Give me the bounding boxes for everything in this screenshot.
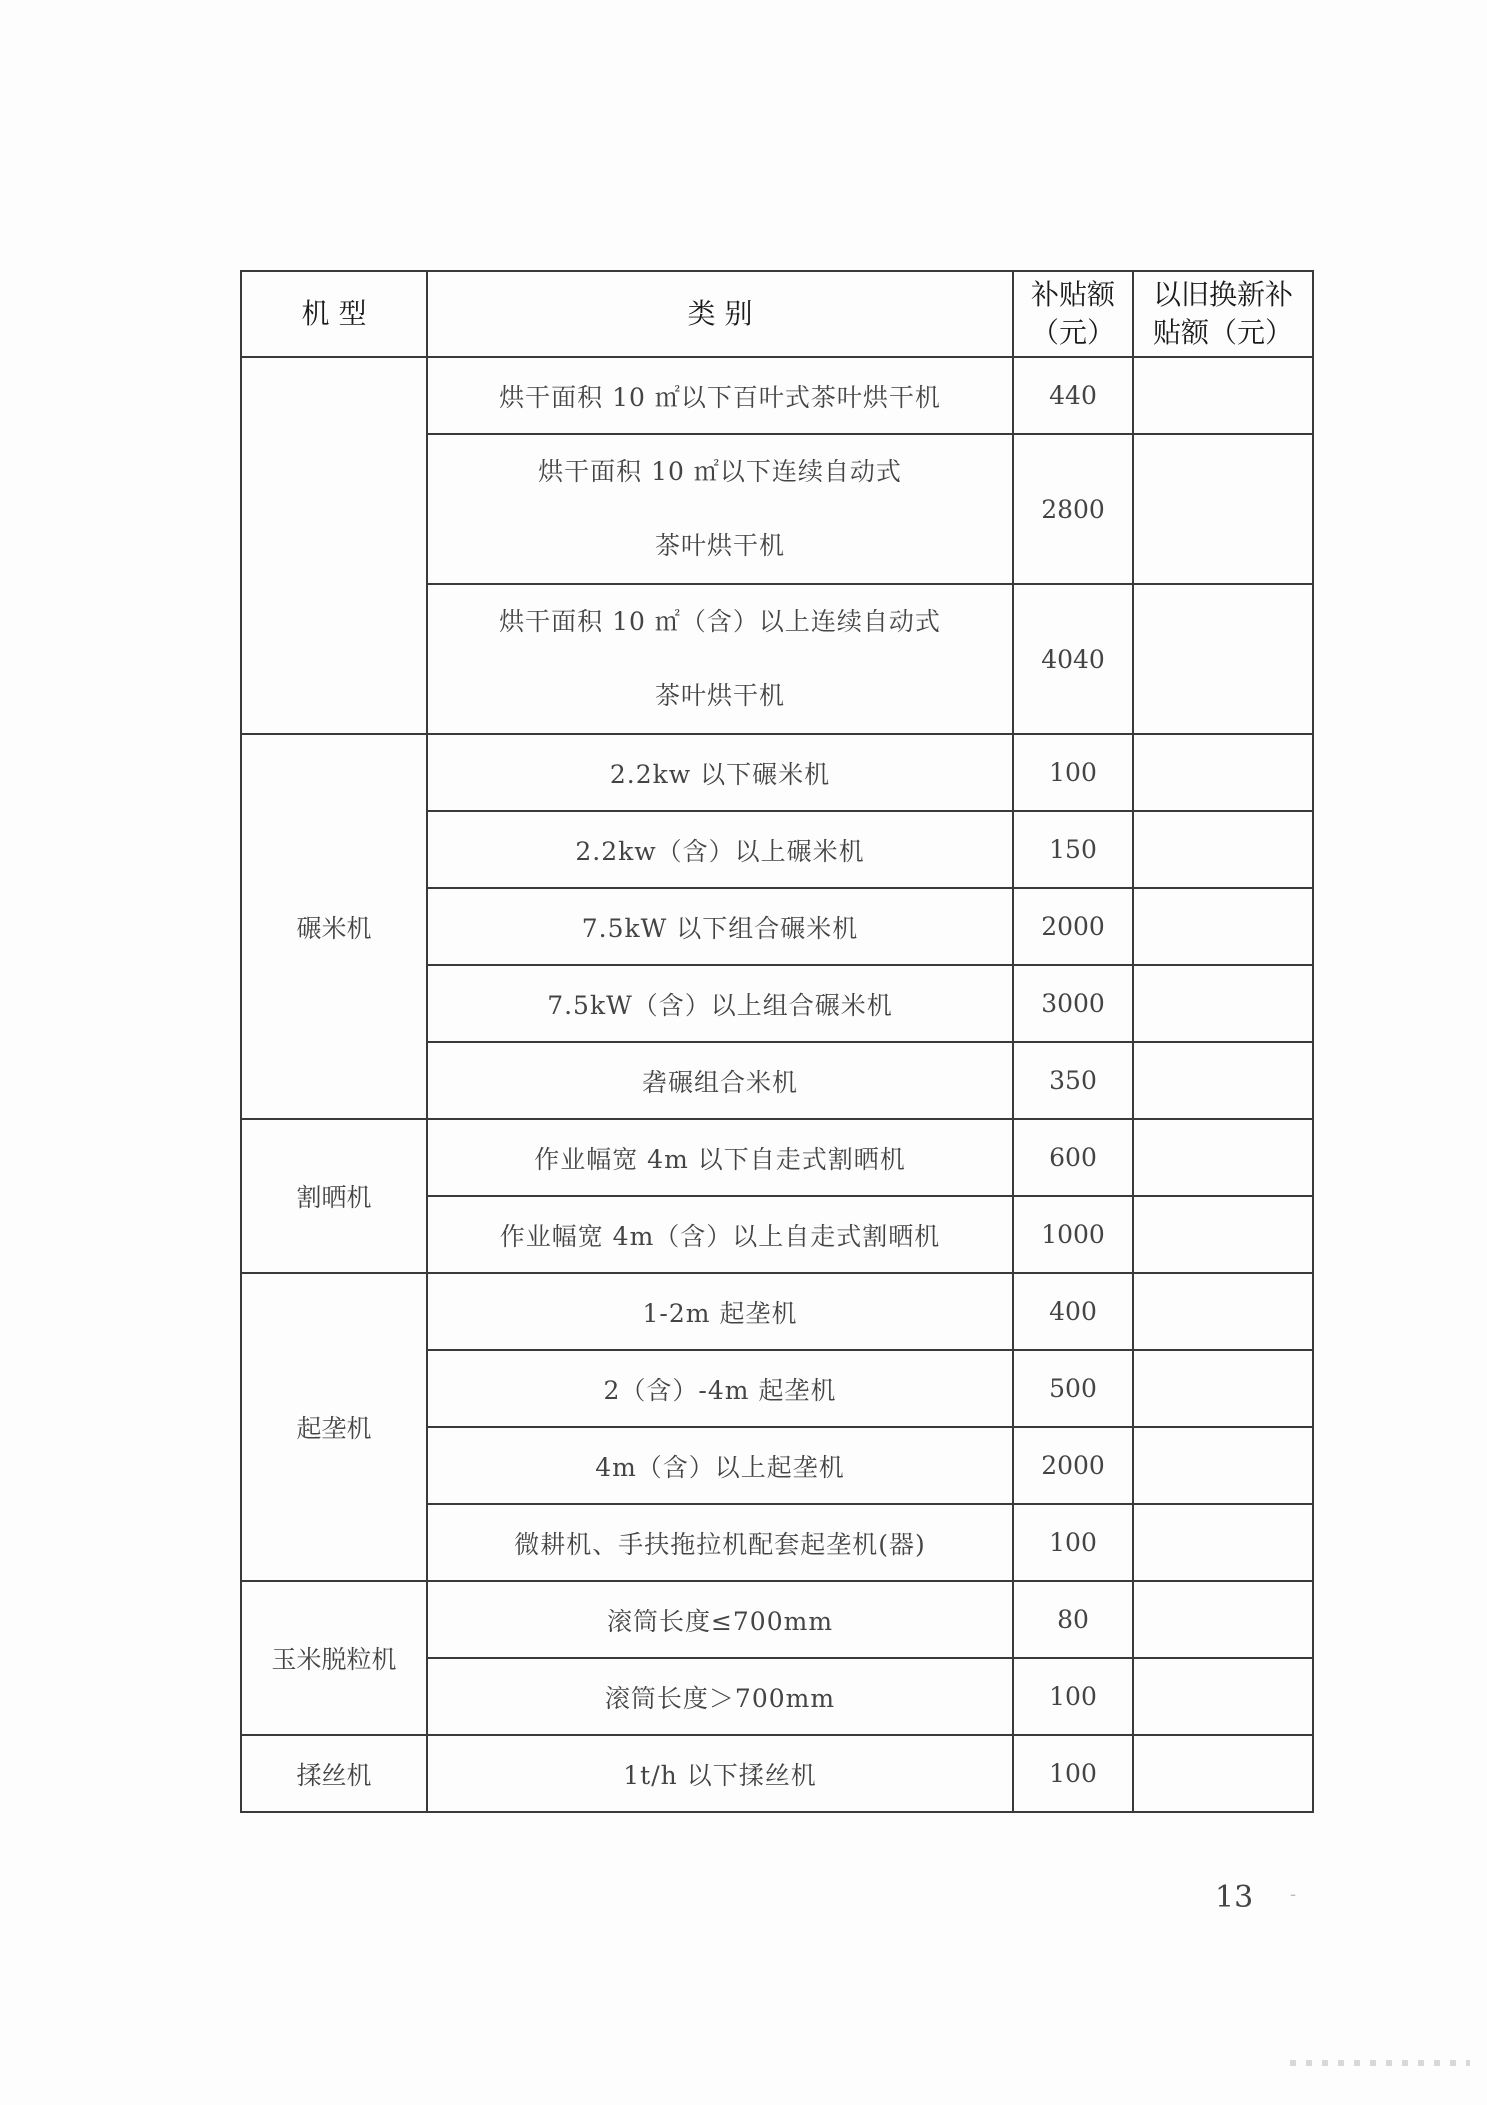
table-row: [241, 1119, 1313, 1196]
trade-in-cell: [1133, 1581, 1313, 1658]
header-type: 机 型: [241, 271, 427, 357]
category-cell: 2.2kw 以下碾米机: [427, 734, 1013, 811]
subsidy-cell: 440: [1013, 357, 1133, 434]
machine-type-cell: 起垄机: [241, 1273, 427, 1581]
subsidy-cell: 400: [1013, 1273, 1133, 1350]
table-row: [241, 357, 1313, 434]
table-row: [241, 1581, 1313, 1658]
category-cell: 作业幅宽 4m 以下自走式割晒机: [427, 1119, 1013, 1196]
category-cell: 4m（含）以上起垄机: [427, 1427, 1013, 1504]
subsidy-cell: 80: [1013, 1581, 1133, 1658]
category-cell: 1-2m 起垄机: [427, 1273, 1013, 1350]
category-cell: 2（含）-4m 起垄机: [427, 1350, 1013, 1427]
trade-in-cell: [1133, 1504, 1313, 1581]
category-cell: 微耕机、手扶拖拉机配套起垄机(器): [427, 1504, 1013, 1581]
table-header-row: [241, 271, 1313, 357]
category-cell: 7.5kW（含）以上组合碾米机: [427, 965, 1013, 1042]
machine-type-cell: 碾米机: [241, 734, 427, 1119]
category-line: 茶叶烘干机: [654, 681, 785, 710]
trade-in-cell: [1133, 1350, 1313, 1427]
table-row: [241, 1273, 1313, 1350]
trade-in-cell: [1133, 1735, 1313, 1812]
trade-in-cell: [1133, 1119, 1313, 1196]
subsidy-table: [240, 270, 1314, 1813]
category-cell: 砻碾组合米机: [427, 1042, 1013, 1119]
page-number-dash: -: [1290, 1884, 1297, 1905]
subsidy-cell: 4040: [1013, 584, 1133, 734]
subsidy-cell: 100: [1013, 734, 1133, 811]
table-row: [241, 1735, 1313, 1812]
machine-type-cell: 揉丝机: [241, 1735, 427, 1812]
category-cell: 烘干面积 10 ㎡以下百叶式茶叶烘干机: [427, 357, 1013, 434]
category-cell: 滚筒长度≤700mm: [427, 1581, 1013, 1658]
subsidy-cell: 100: [1013, 1735, 1133, 1812]
scan-artifact: [1290, 2060, 1470, 2066]
trade-in-cell: [1133, 734, 1313, 811]
category-line: 茶叶烘干机: [654, 531, 785, 560]
trade-in-cell: [1133, 1658, 1313, 1735]
trade-in-cell: [1133, 965, 1313, 1042]
trade-in-cell: [1133, 1427, 1313, 1504]
trade-in-cell: [1133, 888, 1313, 965]
subsidy-cell: 2800: [1013, 434, 1133, 584]
machine-type-cell: [241, 357, 427, 734]
machine-type-cell: 玉米脱粒机: [241, 1581, 427, 1735]
subsidy-cell: 1000: [1013, 1196, 1133, 1273]
category-cell: 2.2kw（含）以上碾米机: [427, 811, 1013, 888]
subsidy-cell: 100: [1013, 1658, 1133, 1735]
trade-in-cell: [1133, 1042, 1313, 1119]
category-cell: [427, 434, 1013, 584]
header-trade-in: 以旧换新补贴额（元）: [1133, 271, 1313, 357]
category-cell: [427, 584, 1013, 734]
trade-in-cell: [1133, 584, 1313, 734]
page-number: 13: [1215, 1880, 1254, 1915]
trade-in-cell: [1133, 811, 1313, 888]
subsidy-cell: 100: [1013, 1504, 1133, 1581]
subsidy-cell: 2000: [1013, 1427, 1133, 1504]
trade-in-cell: [1133, 434, 1313, 584]
header-subsidy: 补贴额（元）: [1013, 271, 1133, 357]
header-category: 类 别: [427, 271, 1013, 357]
subsidy-cell: 350: [1013, 1042, 1133, 1119]
category-cell: 1t/h 以下揉丝机: [427, 1735, 1013, 1812]
table-row: [241, 734, 1313, 811]
trade-in-cell: [1133, 357, 1313, 434]
category-cell: 作业幅宽 4m（含）以上自走式割晒机: [427, 1196, 1013, 1273]
category-line: 烘干面积 10 ㎡（含）以上连续自动式: [499, 607, 941, 636]
subsidy-cell: 3000: [1013, 965, 1133, 1042]
subsidy-cell: 150: [1013, 811, 1133, 888]
trade-in-cell: [1133, 1273, 1313, 1350]
category-cell: 滚筒长度＞700mm: [427, 1658, 1013, 1735]
subsidy-cell: 600: [1013, 1119, 1133, 1196]
subsidy-cell: 2000: [1013, 888, 1133, 965]
category-line: 烘干面积 10 ㎡以下连续自动式: [538, 457, 902, 486]
category-cell: 7.5kW 以下组合碾米机: [427, 888, 1013, 965]
machine-type-cell: 割晒机: [241, 1119, 427, 1273]
trade-in-cell: [1133, 1196, 1313, 1273]
subsidy-cell: 500: [1013, 1350, 1133, 1427]
